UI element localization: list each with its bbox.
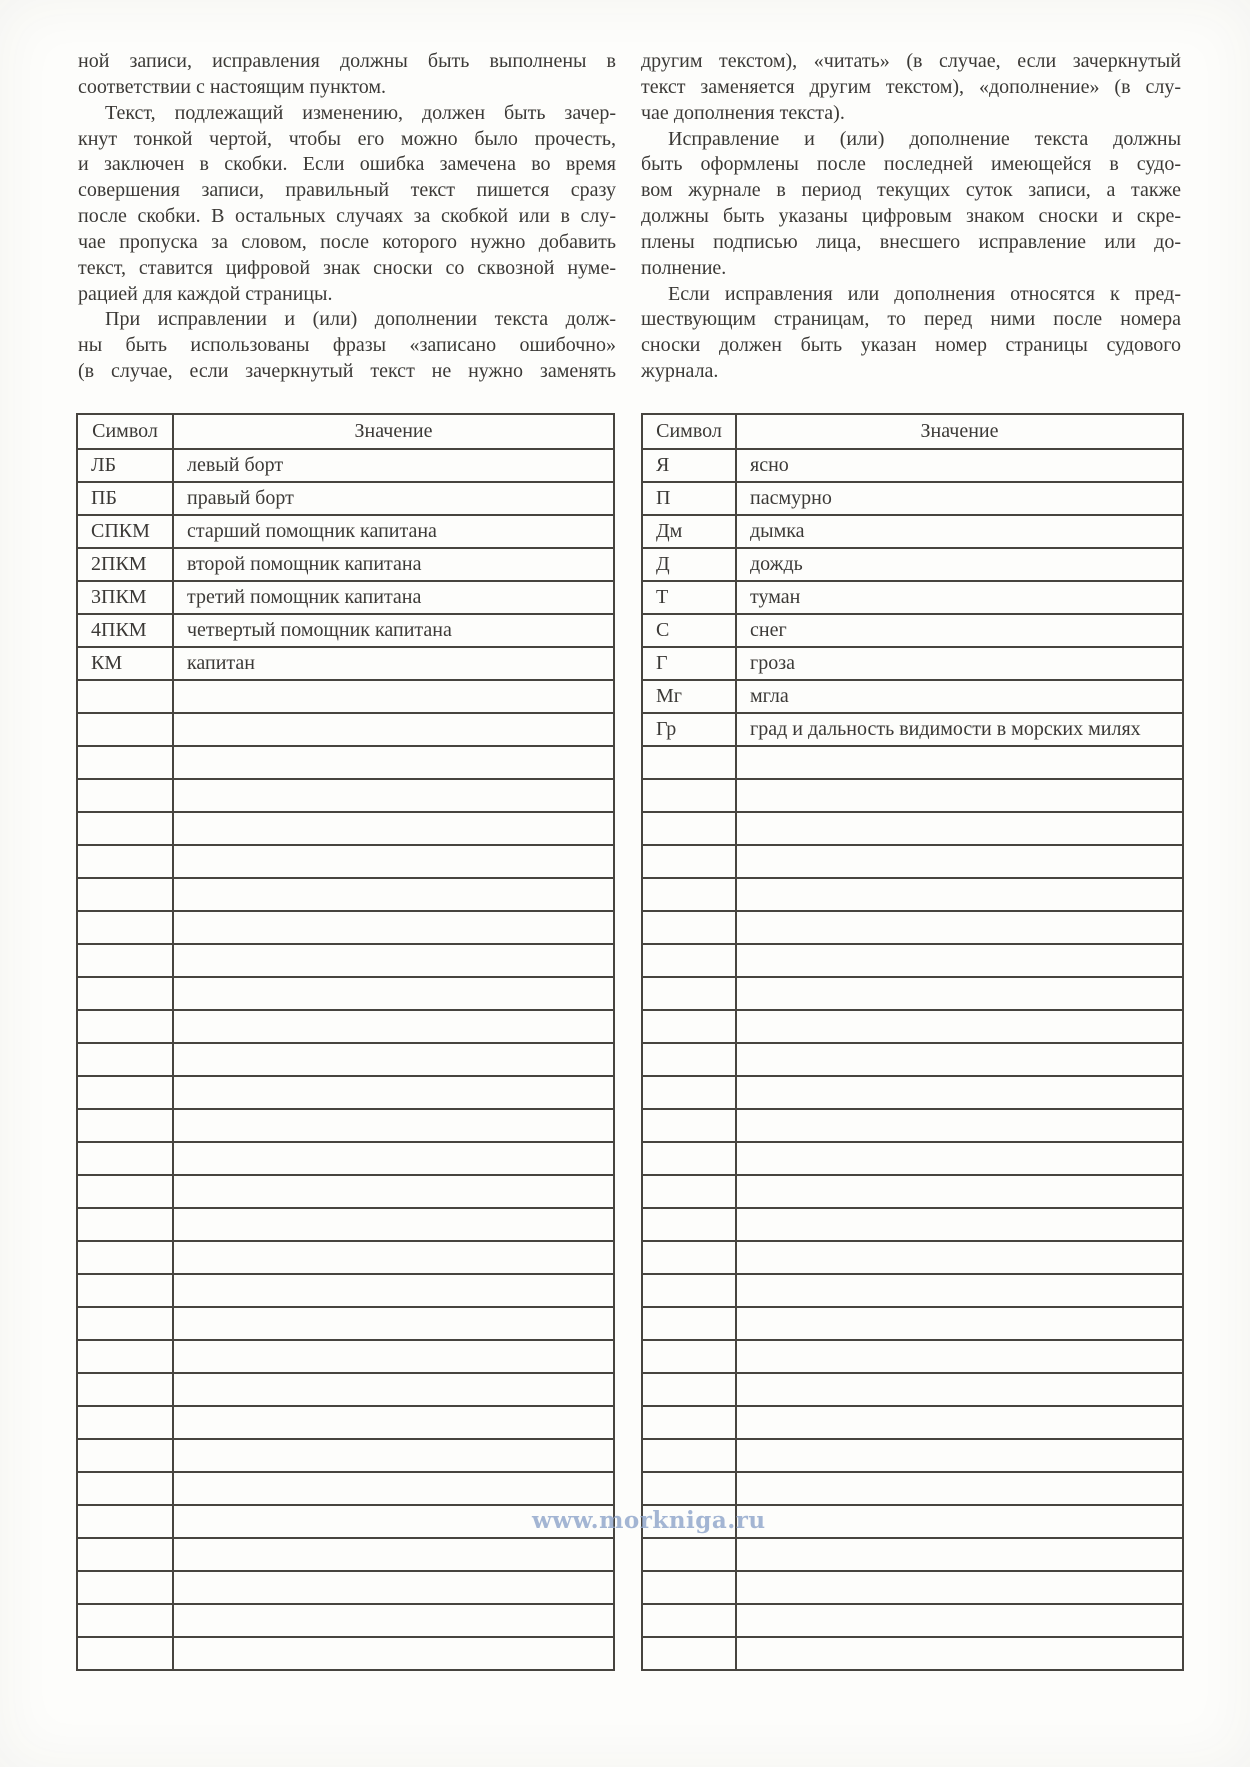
empty-row [642,911,1183,944]
meaning-cell [173,1373,614,1406]
symbol-cell [77,878,173,911]
empty-row [77,1340,614,1373]
text-line: чае пропуска за словом, после которого нужно добавить [78,230,616,253]
empty-row [642,845,1183,878]
symbols-table-right [641,413,1184,1671]
symbol-cell [77,1538,173,1571]
symbol-cell [642,1175,736,1208]
symbol-cell: Дм [642,515,736,548]
symbol-cell: КМ [77,647,173,680]
meaning-cell: туман [736,581,1183,614]
meaning-cell: старший помощник капитана [173,515,614,548]
empty-row [77,812,614,845]
symbol-cell: Мг [642,680,736,713]
meaning-cell [736,1439,1183,1472]
text-line: и заключен в скобки. Если ошибка замечена во время [78,153,616,176]
empty-row [642,1637,1183,1670]
meaning-cell [173,1142,614,1175]
meaning-cell [736,1142,1183,1175]
paragraph [78,307,616,385]
meaning-cell: ясно [736,449,1183,482]
symbol-cell [77,1637,173,1670]
symbol-cell [642,1043,736,1076]
empty-row [77,911,614,944]
symbol-cell [642,1439,736,1472]
meaning-cell: снег [736,614,1183,647]
symbol-cell [642,746,736,779]
symbol-cell [77,1010,173,1043]
paragraph [641,127,1181,282]
text-line: другим текстом), «читать» (в случае, если зачеркнутый [641,50,1181,72]
meaning-cell [736,1274,1183,1307]
meaning-cell [173,812,614,845]
symbol-cell [77,1274,173,1307]
empty-row [642,779,1183,812]
meaning-cell [736,977,1183,1010]
empty-row [642,1439,1183,1472]
empty-row [77,977,614,1010]
meaning-cell [173,1472,614,1505]
empty-row [77,1274,614,1307]
text-line: шествующим страницам, то перед ними после номера [641,308,1181,331]
symbol-cell [642,812,736,845]
symbol-cell [77,1241,173,1274]
empty-row [77,944,614,977]
symbol-cell [642,1406,736,1439]
symbol-cell [77,1043,173,1076]
meaning-cell [736,746,1183,779]
symbol-cell [642,878,736,911]
symbol-cell [642,1274,736,1307]
table-row [77,515,614,548]
symbol-cell [642,977,736,1010]
meaning-cell [173,1340,614,1373]
meaning-cell [736,1340,1183,1373]
symbol-cell [77,1142,173,1175]
meaning-cell [173,1571,614,1604]
meaning-cell [173,1241,614,1274]
table-row [642,614,1183,647]
empty-row [642,1010,1183,1043]
text-line: после скобки. В остальных случаях за скобкой или в слу- [78,205,616,228]
meaning-cell [736,1637,1183,1670]
empty-row [77,680,614,713]
text-line: Текст, подлежащий изменению, должен быть зачер- [105,101,616,124]
meaning-cell [173,1043,614,1076]
symbol-cell [642,944,736,977]
symbol-cell [642,1472,736,1505]
symbol-cell: ПБ [77,482,173,515]
meaning-cell: второй помощник капитана [173,548,614,581]
symbol-cell [642,1340,736,1373]
table-row [642,713,1183,746]
symbol-cell: П [642,482,736,515]
symbol-cell [642,779,736,812]
empty-row [642,1340,1183,1373]
watermark-text: www.morkniga.ru [532,1507,766,1534]
meaning-cell [736,1505,1183,1538]
meaning-cell [736,1571,1183,1604]
symbol-cell [77,1373,173,1406]
meaning-cell [173,1175,614,1208]
symbol-cell [77,1505,173,1538]
meaning-cell [736,1043,1183,1076]
meaning-cell [736,878,1183,911]
symbol-cell [77,845,173,878]
symbol-cell: Д [642,548,736,581]
meaning-cell [736,1307,1183,1340]
symbol-cell: 4ПКМ [77,614,173,647]
text-line: быть оформлены после последней имеющейся в судо- [641,153,1181,176]
symbol-cell [77,911,173,944]
symbol-cell [642,845,736,878]
empty-row [77,1241,614,1274]
meaning-cell [736,1241,1183,1274]
text-line: (в случае, если зачеркнутый текст не нужно заменять [78,360,616,383]
symbol-cell [77,1076,173,1109]
meaning-cell [736,1175,1183,1208]
meaning-cell [173,1406,614,1439]
symbol-cell [77,680,173,713]
symbol-cell: Гр [642,713,736,746]
empty-row [77,1175,614,1208]
text-line: сноски должен быть указан номер страницы судового [641,334,1181,357]
empty-row [642,1109,1183,1142]
meaning-cell [173,878,614,911]
column-header-meaning: Значение [736,414,1183,449]
empty-row [77,1208,614,1241]
text-column-right [641,49,1181,385]
symbol-cell [642,1604,736,1637]
meaning-cell [736,812,1183,845]
symbol-cell: 3ПКМ [77,581,173,614]
text-line: рацией для каждой страницы. [78,282,333,305]
empty-row [77,1571,614,1604]
meaning-cell: дождь [736,548,1183,581]
paragraph [641,282,1181,385]
empty-row [642,1472,1183,1505]
empty-row [642,746,1183,779]
meaning-cell [736,1604,1183,1637]
symbol-cell [642,1538,736,1571]
meaning-cell [736,944,1183,977]
symbol-cell [642,1373,736,1406]
meaning-cell [173,1307,614,1340]
text-line: соответствии с настоящим пунктом. [78,75,387,98]
empty-row [642,1604,1183,1637]
meaning-cell [173,779,614,812]
symbol-cell [77,779,173,812]
table-row [77,614,614,647]
paragraph [78,49,616,101]
symbol-cell [77,812,173,845]
meaning-cell [736,1406,1183,1439]
symbol-cell [642,911,736,944]
text-line: полнение. [641,256,727,279]
column-header-symbol: Символ [642,414,736,449]
meaning-cell [736,1208,1183,1241]
empty-row [77,746,614,779]
meaning-cell: дымка [736,515,1183,548]
symbol-cell [77,977,173,1010]
symbol-cell [77,1175,173,1208]
text-line: Исправление и (или) дополнение текста должны [668,127,1181,150]
symbol-cell: Г [642,647,736,680]
text-line: кнут тонкой чертой, чтобы его можно было прочесть, [78,127,616,150]
empty-row [77,1637,614,1670]
meaning-cell: четвертый помощник капитана [173,614,614,647]
symbol-cell: 2ПКМ [77,548,173,581]
text-line: текст заменяется другим текстом), «дополнение» (в слу- [641,75,1181,98]
empty-row [77,1406,614,1439]
symbol-cell [77,1340,173,1373]
meaning-cell [173,1076,614,1109]
meaning-cell [736,1373,1183,1406]
meaning-cell [736,1010,1183,1043]
table-row [642,548,1183,581]
text-line: должны быть указаны цифровым знаком сноски и скре- [641,205,1181,228]
empty-row [642,1175,1183,1208]
meaning-cell [173,1109,614,1142]
symbols-table-left [76,413,615,1671]
symbol-cell [77,1571,173,1604]
empty-row [77,845,614,878]
empty-row [77,1307,614,1340]
table-row [642,581,1183,614]
meaning-cell [173,977,614,1010]
table-row [77,581,614,614]
column-header-meaning: Значение [173,414,614,449]
text-line: ны быть использованы фразы «записано ошибочно» [78,334,616,357]
text-column-left [78,49,616,385]
table-row [642,515,1183,548]
text-line: ной записи, исправления должны быть выполнены в [78,50,616,72]
symbol-cell [642,1142,736,1175]
meaning-cell: пасмурно [736,482,1183,515]
body-text [78,49,1181,385]
meaning-cell: третий помощник капитана [173,581,614,614]
symbol-cell [642,1637,736,1670]
empty-row [642,1043,1183,1076]
text-line: плены подписью лица, внесшего исправление или до- [641,230,1181,253]
empty-row [77,1043,614,1076]
meaning-cell: гроза [736,647,1183,680]
text-line: Если исправления или дополнения относятся к пред- [668,282,1181,305]
empty-row [77,779,614,812]
symbol-cell [642,1208,736,1241]
symbol-cell [77,1604,173,1637]
table-row [77,482,614,515]
empty-row [77,713,614,746]
symbol-cell: СПКМ [77,515,173,548]
meaning-cell [173,911,614,944]
empty-row [642,1307,1183,1340]
symbol-cell [77,713,173,746]
meaning-cell [173,680,614,713]
empty-row [642,1373,1183,1406]
empty-row [642,977,1183,1010]
symbol-cell [77,1109,173,1142]
symbol-cell [77,746,173,779]
symbol-cell [642,1109,736,1142]
symbol-cell [642,1010,736,1043]
table-header-row [77,414,614,449]
meaning-cell [736,1076,1183,1109]
symbol-cell [77,944,173,977]
meaning-cell [736,911,1183,944]
meaning-cell [173,944,614,977]
table-row [77,548,614,581]
paragraph [78,101,616,308]
empty-row [642,1406,1183,1439]
symbol-cell [77,1307,173,1340]
symbol-cell [77,1439,173,1472]
meaning-cell [173,1274,614,1307]
column-header-symbol: Символ [77,414,173,449]
empty-row [642,1241,1183,1274]
empty-row [642,1571,1183,1604]
text-line: совершения записи, правильный текст пишется сразу [78,179,616,202]
empty-row [77,1373,614,1406]
meaning-cell: правый борт [173,482,614,515]
text-line: вом журнале в период текущих суток записи, а также [641,179,1181,202]
symbol-cell [642,1571,736,1604]
symbol-cell [77,1406,173,1439]
symbol-cell: С [642,614,736,647]
symbol-cell [642,1241,736,1274]
meaning-cell [173,1538,614,1571]
meaning-cell [736,1109,1183,1142]
meaning-cell [736,1472,1183,1505]
symbol-cell: ЛБ [77,449,173,482]
table-row [642,482,1183,515]
text-line: При исправлении и (или) дополнении текста долж- [105,308,616,331]
empty-row [77,1472,614,1505]
text-line: журнала. [641,360,719,383]
table-header-row [642,414,1183,449]
meaning-cell [173,746,614,779]
symbol-cell [642,1076,736,1109]
meaning-cell: капитан [173,647,614,680]
empty-row [77,878,614,911]
paragraph [641,49,1181,127]
meaning-cell [173,845,614,878]
empty-row [642,1142,1183,1175]
meaning-cell [736,1538,1183,1571]
empty-row [642,1076,1183,1109]
text-line: текст, ставится цифровой знак сноски со сквозной нуме- [78,256,616,279]
table-row [642,647,1183,680]
meaning-cell [173,1637,614,1670]
symbol-cell: Т [642,581,736,614]
symbol-cell: Я [642,449,736,482]
empty-row [77,1604,614,1637]
empty-row [642,944,1183,977]
empty-row [642,1274,1183,1307]
symbol-cell [642,1307,736,1340]
empty-row [642,812,1183,845]
meaning-cell [173,1208,614,1241]
meaning-cell: мгла [736,680,1183,713]
table-row [77,647,614,680]
empty-row [642,878,1183,911]
meaning-cell [173,1439,614,1472]
symbol-cell [77,1472,173,1505]
empty-row [77,1538,614,1571]
meaning-cell [173,1010,614,1043]
empty-row [77,1142,614,1175]
meaning-cell: град и дальность видимости в морских милях [736,713,1183,746]
table-row [77,449,614,482]
symbol-cell [77,1208,173,1241]
empty-row [642,1538,1183,1571]
meaning-cell [736,845,1183,878]
meaning-cell [173,1604,614,1637]
meaning-cell [173,713,614,746]
table-row [642,449,1183,482]
text-line: чае дополнения текста). [641,101,845,124]
table-row [642,680,1183,713]
meaning-cell: левый борт [173,449,614,482]
empty-row [77,1010,614,1043]
meaning-cell [736,779,1183,812]
empty-row [77,1076,614,1109]
empty-row [77,1109,614,1142]
empty-row [642,1208,1183,1241]
empty-row [77,1439,614,1472]
